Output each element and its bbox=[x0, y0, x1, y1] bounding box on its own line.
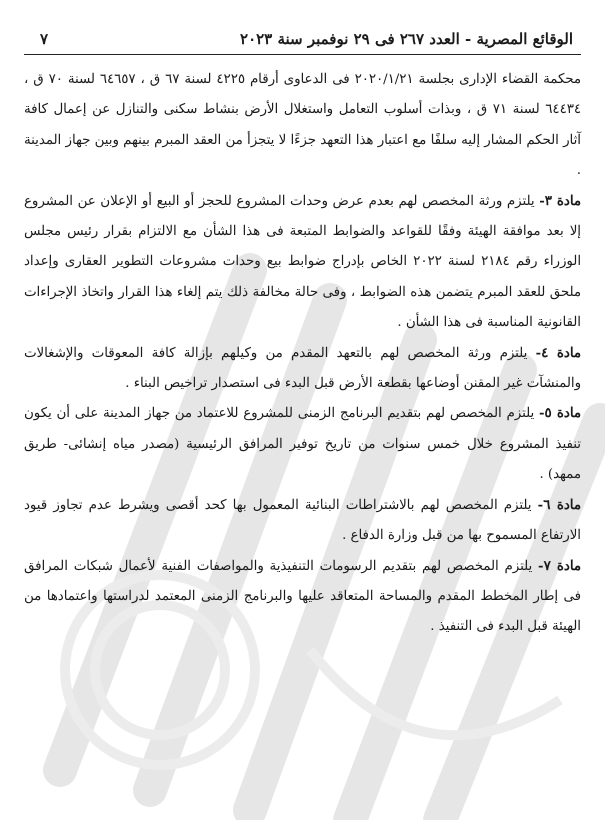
article-text: يلتزم المخصص لهم بتقديم البرنامج الزمنى للمشروع للاعتماد من جهاز المدينة على أن يكون تنفيذ المشروع خلال خمس سنوات من تاريخ توفير المرافق الرئيسية (مصدر مياه إنشائى- طريق ممهد) . bbox=[24, 406, 581, 483]
article-3 bbox=[24, 187, 581, 339]
article-heading: مادة ٦- bbox=[537, 497, 581, 513]
article-5 bbox=[24, 399, 581, 490]
article-text: يلتزم ورثة المخصص لهم بالتعهد المقدم من وكيلهم بإزالة كافة المعوقات والإشغالات والمنشآت غير المقنن أوضاعها بقطعة الأرض قبل البدء فى استصدار تراخيص البناء . bbox=[24, 345, 581, 392]
article-6 bbox=[24, 491, 581, 552]
article-heading: مادة ٧- bbox=[538, 558, 581, 574]
article-text: يلتزم ورثة المخصص لهم بعدم عرض وحدات المشروع للحجز أو البيع أو الإعلان عن المشروع إلا بعد موافقة الهيئة وفقًا للقواعد والضوابط المتبعة فى هذا الشأن مع الالتزام بقرار رئيس مجلس الوزراء رقم ٢١٨٤ لسنة ٢٠٢٢ الخاص بإدراج ضوابط بيع وحدات مشروعات التطوير العقارى وإعداد ملحق للعقد المبرم يتضمن هذه الضوابط ، وفى حالة مخالفة ذلك يتم إلغاء هذا القرار واتخاذ الإجراءات القانونية المناسبة فى هذا الشأن . bbox=[24, 193, 582, 331]
article-text: يلتزم المخصص لهم بتقديم الرسومات التنفيذية والمواصفات الفنية لأعمال شبكات المرافق فى إطار المخطط المقدم والمساحة المتعاقد عليها والبرنامج الزمنى المعتمد لدراستها واعتمادها من الهيئة قبل البدء فى التنفيذ . bbox=[24, 558, 581, 635]
article-text: يلتزم المخصص لهم بالاشتراطات البنائية المعمول بها كحد أقصى ويشرط عدم تجاوز قيود الارتفاع المسموح بها من قبل وزارة الدفاع . bbox=[24, 497, 581, 544]
page-number: ٧ bbox=[40, 30, 49, 48]
document-body bbox=[24, 65, 581, 643]
paragraph-text: محكمة القضاء الإدارى بجلسة ٢٠٢٠/١/٢١ فى الدعاوى أرقام ٤٢٢٥ لسنة ٦٧ ق ، ٦٤٦٥٧ لسنة ٧٠ ق ، ٦٤٤٣٤ لسنة ٧١ ق ، وبذات أسلوب التعامل واستغلال الأرض بنشاط سكنى والتنازل عن إعمال كافة آثار الحكم المشار إليه سلفًا مع اعتبار هذا التعهد جزءًا لا يتجزأ من العقد المبرم بينهم وبين جهاز المدينة . bbox=[24, 72, 582, 179]
article-heading: مادة ٥- bbox=[539, 406, 581, 422]
header-divider bbox=[24, 54, 581, 55]
article-heading: مادة ٣- bbox=[539, 193, 581, 209]
article-4 bbox=[24, 339, 581, 400]
header-title: الوقائع المصرية - العدد ٢٦٧ فى ٢٩ نوفمبر سنة ٢٠٢٣ bbox=[240, 30, 573, 48]
page-header bbox=[24, 30, 581, 54]
paragraph-continuation bbox=[24, 65, 581, 187]
article-7 bbox=[24, 552, 581, 643]
article-heading: مادة ٤- bbox=[535, 345, 581, 361]
